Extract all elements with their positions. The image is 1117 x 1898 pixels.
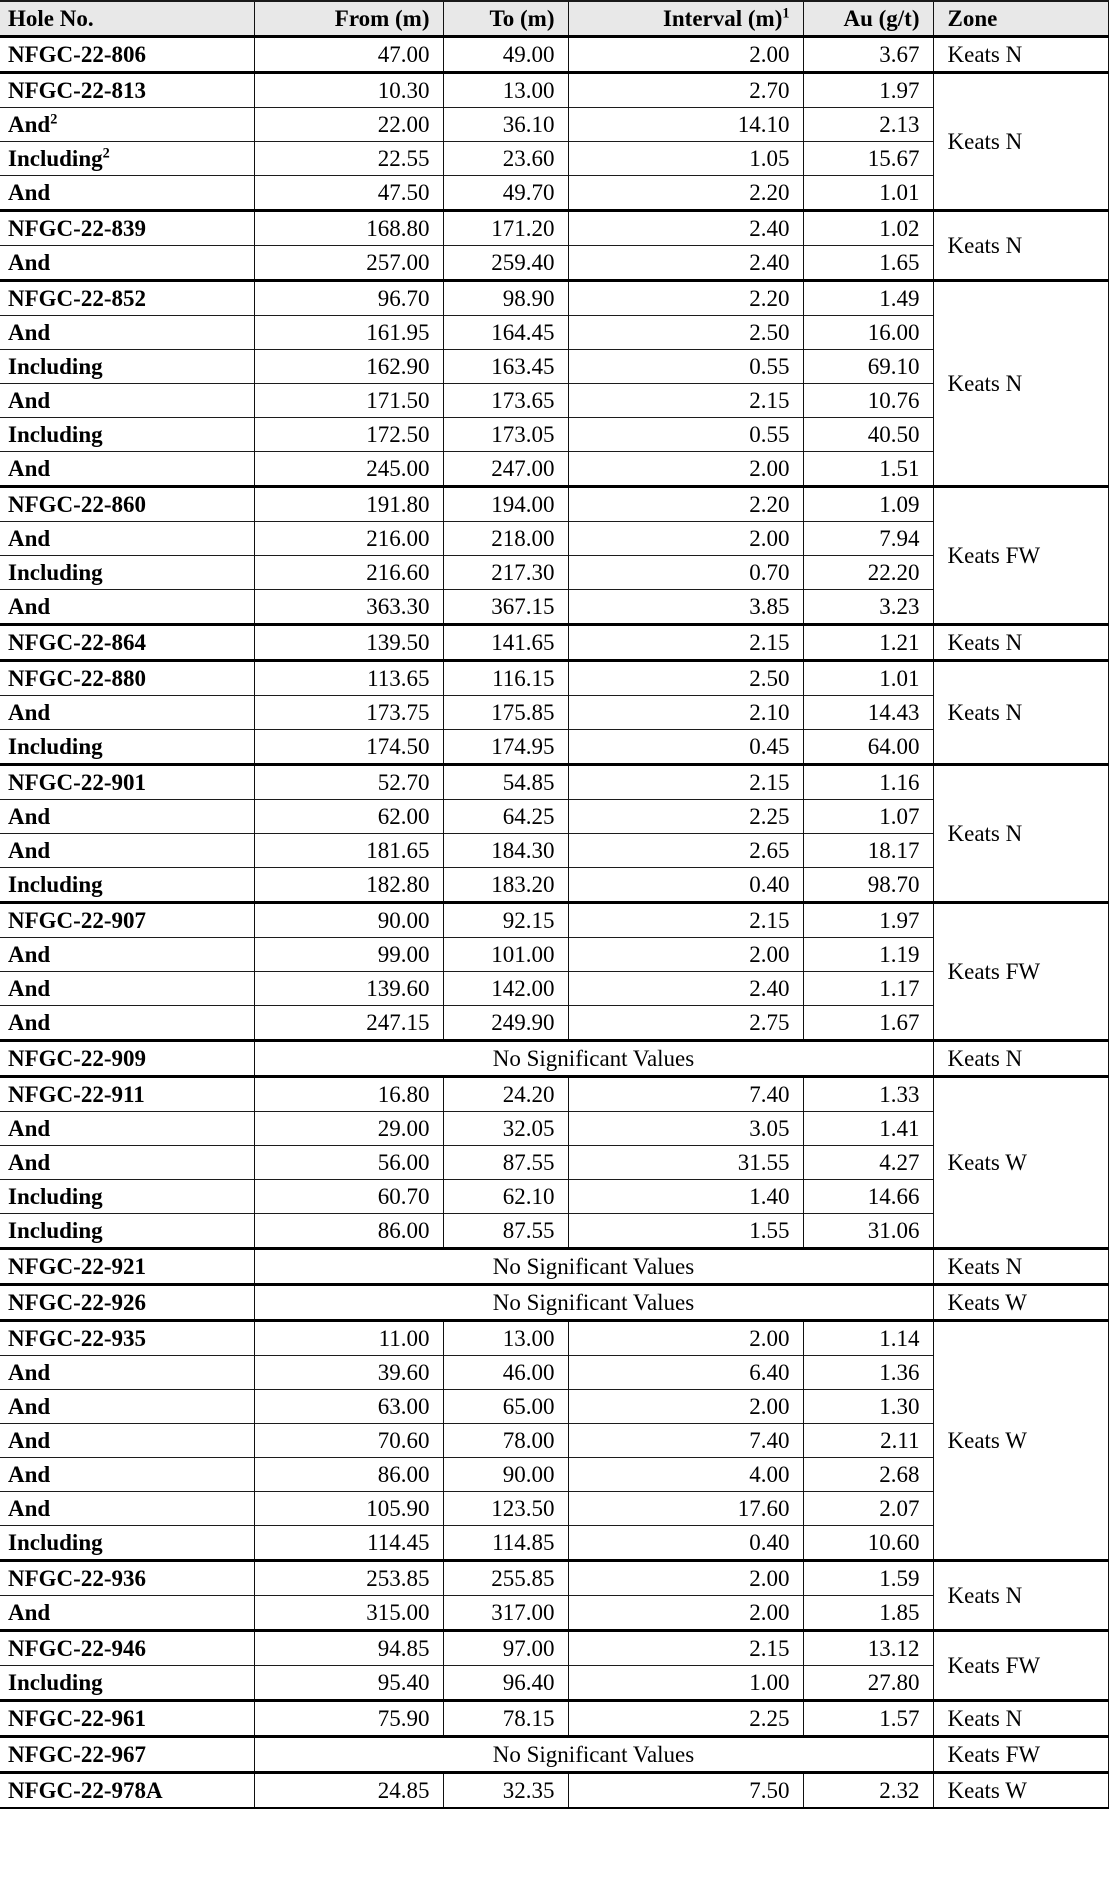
interval-cell: 0.70 [568,556,803,590]
au-cell: 4.27 [803,1146,933,1180]
from-cell: 24.85 [254,1773,443,1809]
interval-cell: 2.40 [568,972,803,1006]
au-cell: 1.36 [803,1356,933,1390]
hole-cell: And [0,1146,254,1180]
au-cell: 1.02 [803,211,933,246]
hole-cell: NFGC-22-961 [0,1701,254,1737]
from-cell: 86.00 [254,1458,443,1492]
interval-footnote-superscript: 1 [782,5,790,22]
au-cell: 1.09 [803,487,933,522]
to-cell: 259.40 [443,246,568,281]
hole-cell: NFGC-22-946 [0,1631,254,1666]
from-cell: 56.00 [254,1146,443,1180]
interval-cell: 1.40 [568,1180,803,1214]
hole-cell: Including [0,350,254,384]
hole-cell: NFGC-22-880 [0,661,254,696]
zone-cell: Keats W [933,1773,1108,1809]
interval-cell: 1.05 [568,142,803,176]
au-cell: 64.00 [803,730,933,765]
to-cell: 24.20 [443,1077,568,1112]
from-cell: 10.30 [254,73,443,108]
zone-cell: Keats FW [933,903,1108,1041]
interval-cell: 2.40 [568,246,803,281]
hole-cell: Including [0,556,254,590]
from-cell: 173.75 [254,696,443,730]
interval-cell: 6.40 [568,1356,803,1390]
hole-cell: And$^2$ [0,108,254,142]
au-cell: 1.97 [803,73,933,108]
hole-cell: NFGC-22-909 [0,1041,254,1077]
hole-cell: Including$^2$ [0,142,254,176]
from-cell: 47.00 [254,37,443,73]
zone-cell: Keats N [933,625,1108,661]
from-cell: 96.70 [254,281,443,316]
col-header-zone-label: Zone [947,5,998,31]
interval-cell: 0.55 [568,418,803,452]
from-cell: 70.60 [254,1424,443,1458]
interval-cell: 0.40 [568,868,803,903]
zone-cell: Keats N [933,1701,1108,1737]
interval-cell: 2.25 [568,800,803,834]
no-significant-values-cell: No Significant Values [254,1249,933,1285]
from-cell: 22.00 [254,108,443,142]
table-row [0,903,1108,938]
au-cell: 13.12 [803,1631,933,1666]
hole-cell: And [0,696,254,730]
col-header-zone [933,1,1108,37]
hole-cell: And [0,800,254,834]
au-cell: 40.50 [803,418,933,452]
col-header-from [254,1,443,37]
hole-cell: Including [0,730,254,765]
au-cell: 1.01 [803,661,933,696]
col-header-to [443,1,568,37]
interval-cell: 0.55 [568,350,803,384]
interval-cell: 2.70 [568,73,803,108]
zone-cell: Keats N [933,281,1108,487]
to-cell: 90.00 [443,1458,568,1492]
hole-cell: NFGC-22-864 [0,625,254,661]
from-cell: 315.00 [254,1596,443,1631]
interval-cell: 7.50 [568,1773,803,1809]
hole-cell: NFGC-22-921 [0,1249,254,1285]
to-cell: 164.45 [443,316,568,350]
zone-cell: Keats N [933,37,1108,73]
zone-cell: Keats FW [933,1631,1108,1701]
from-cell: 168.80 [254,211,443,246]
interval-cell: 2.00 [568,1390,803,1424]
au-cell: 1.65 [803,246,933,281]
from-cell: 216.00 [254,522,443,556]
from-cell: 171.50 [254,384,443,418]
hole-cell: NFGC-22-935 [0,1321,254,1356]
zone-cell: Keats FW [933,1737,1108,1773]
table-row [0,1041,1108,1077]
au-cell: 14.66 [803,1180,933,1214]
au-cell: 2.68 [803,1458,933,1492]
interval-cell: 2.50 [568,316,803,350]
to-cell: 218.00 [443,522,568,556]
hole-cell: NFGC-22-901 [0,765,254,800]
au-cell: 18.17 [803,834,933,868]
from-cell: 99.00 [254,938,443,972]
to-cell: 247.00 [443,452,568,487]
from-cell: 139.60 [254,972,443,1006]
to-cell: 54.85 [443,765,568,800]
table-row [0,37,1108,73]
au-cell: 14.43 [803,696,933,730]
interval-cell: 4.00 [568,1458,803,1492]
interval-cell: 2.50 [568,661,803,696]
from-cell: 161.95 [254,316,443,350]
interval-cell: 7.40 [568,1077,803,1112]
table-row [0,1737,1108,1773]
zone-cell: Keats N [933,765,1108,903]
hole-cell: And [0,972,254,1006]
to-cell: 96.40 [443,1666,568,1701]
zone-cell: Keats N [933,73,1108,211]
au-cell: 1.49 [803,281,933,316]
hole-cell: And [0,246,254,281]
from-cell: 139.50 [254,625,443,661]
to-cell: 87.55 [443,1214,568,1249]
hole-cell: NFGC-22-936 [0,1561,254,1596]
from-cell: 113.65 [254,661,443,696]
au-cell: 1.57 [803,1701,933,1737]
interval-cell: 2.20 [568,487,803,522]
to-cell: 116.15 [443,661,568,696]
au-cell: 1.51 [803,452,933,487]
from-cell: 52.70 [254,765,443,800]
col-header-au-label: Au (g/t) [843,5,920,31]
to-cell: 123.50 [443,1492,568,1526]
interval-cell: 17.60 [568,1492,803,1526]
hole-cell: And [0,384,254,418]
interval-cell: 2.00 [568,452,803,487]
table-row [0,211,1108,246]
table-row [0,1561,1108,1596]
col-header-hole-no [0,1,254,37]
interval-cell: 2.15 [568,384,803,418]
hole-cell: NFGC-22-852 [0,281,254,316]
table-row [0,1077,1108,1112]
to-cell: 184.30 [443,834,568,868]
to-cell: 194.00 [443,487,568,522]
to-cell: 62.10 [443,1180,568,1214]
from-cell: 63.00 [254,1390,443,1424]
to-cell: 65.00 [443,1390,568,1424]
hole-cell: NFGC-22-839 [0,211,254,246]
interval-cell: 1.55 [568,1214,803,1249]
hole-cell: And [0,316,254,350]
hole-cell: Including [0,1214,254,1249]
au-cell: 2.13 [803,108,933,142]
to-cell: 78.00 [443,1424,568,1458]
au-cell: 7.94 [803,522,933,556]
from-cell: 172.50 [254,418,443,452]
to-cell: 13.00 [443,1321,568,1356]
interval-cell: 2.15 [568,765,803,800]
interval-cell: 2.20 [568,281,803,316]
to-cell: 49.70 [443,176,568,211]
interval-cell: 3.85 [568,590,803,625]
au-cell: 1.67 [803,1006,933,1041]
zone-cell: Keats N [933,211,1108,281]
hole-cell: Including [0,1526,254,1561]
interval-cell: 2.20 [568,176,803,211]
interval-cell: 2.10 [568,696,803,730]
from-cell: 62.00 [254,800,443,834]
col-header-to-label: To (m) [489,5,555,31]
from-cell: 253.85 [254,1561,443,1596]
interval-cell: 0.45 [568,730,803,765]
col-header-au [803,1,933,37]
hole-cell: And [0,176,254,211]
table-row [0,1773,1108,1809]
from-cell: 22.55 [254,142,443,176]
from-cell: 105.90 [254,1492,443,1526]
hole-cell: And [0,590,254,625]
hole-cell: And [0,1390,254,1424]
hole-cell: NFGC-22-911 [0,1077,254,1112]
from-cell: 114.45 [254,1526,443,1561]
interval-cell: 2.00 [568,1596,803,1631]
from-cell: 174.50 [254,730,443,765]
au-cell: 1.07 [803,800,933,834]
to-cell: 101.00 [443,938,568,972]
au-cell: 31.06 [803,1214,933,1249]
au-cell: 2.07 [803,1492,933,1526]
interval-cell: 2.75 [568,1006,803,1041]
hole-footnote-superscript: 2 [50,111,58,128]
interval-cell: 3.05 [568,1112,803,1146]
to-cell: 183.20 [443,868,568,903]
col-header-hole-no-label: Hole No. [8,5,94,31]
au-cell: 1.33 [803,1077,933,1112]
interval-cell: 2.65 [568,834,803,868]
interval-cell: 2.15 [568,903,803,938]
au-cell: 1.16 [803,765,933,800]
from-cell: 16.80 [254,1077,443,1112]
au-cell: 3.67 [803,37,933,73]
to-cell: 98.90 [443,281,568,316]
hole-cell: NFGC-22-978A [0,1773,254,1809]
table-row [0,765,1108,800]
hole-cell: NFGC-22-806 [0,37,254,73]
hole-cell: And [0,1596,254,1631]
au-cell: 1.41 [803,1112,933,1146]
zone-cell: Keats W [933,1321,1108,1561]
interval-cell: 2.00 [568,1561,803,1596]
hole-cell: And [0,1356,254,1390]
table-row [0,1631,1108,1666]
zone-cell: Keats W [933,1285,1108,1321]
to-cell: 13.00 [443,73,568,108]
interval-cell: 31.55 [568,1146,803,1180]
to-cell: 36.10 [443,108,568,142]
au-cell: 27.80 [803,1666,933,1701]
from-cell: 95.40 [254,1666,443,1701]
to-cell: 32.35 [443,1773,568,1809]
interval-cell: 2.40 [568,211,803,246]
to-cell: 217.30 [443,556,568,590]
au-cell: 1.19 [803,938,933,972]
to-cell: 171.20 [443,211,568,246]
to-cell: 367.15 [443,590,568,625]
interval-cell: 14.10 [568,108,803,142]
to-cell: 141.65 [443,625,568,661]
to-cell: 174.95 [443,730,568,765]
interval-cell: 2.00 [568,522,803,556]
zone-cell: Keats N [933,1041,1108,1077]
no-significant-values-cell: No Significant Values [254,1737,933,1773]
from-cell: 257.00 [254,246,443,281]
from-cell: 162.90 [254,350,443,384]
to-cell: 64.25 [443,800,568,834]
to-cell: 114.85 [443,1526,568,1561]
to-cell: 249.90 [443,1006,568,1041]
hole-cell: NFGC-22-860 [0,487,254,522]
zone-cell: Keats W [933,1077,1108,1249]
from-cell: 181.65 [254,834,443,868]
hole-cell: Including [0,1666,254,1701]
from-cell: 247.15 [254,1006,443,1041]
au-cell: 1.21 [803,625,933,661]
interval-cell: 2.00 [568,938,803,972]
to-cell: 23.60 [443,142,568,176]
au-cell: 16.00 [803,316,933,350]
hole-cell: And [0,1112,254,1146]
from-cell: 216.60 [254,556,443,590]
interval-cell: 2.25 [568,1701,803,1737]
to-cell: 32.05 [443,1112,568,1146]
to-cell: 87.55 [443,1146,568,1180]
zone-cell: Keats FW [933,487,1108,625]
to-cell: 49.00 [443,37,568,73]
from-cell: 191.80 [254,487,443,522]
interval-cell: 2.00 [568,37,803,73]
to-cell: 173.05 [443,418,568,452]
table-row [0,1701,1108,1737]
au-cell: 98.70 [803,868,933,903]
au-cell: 3.23 [803,590,933,625]
zone-cell: Keats N [933,661,1108,765]
from-cell: 363.30 [254,590,443,625]
interval-cell: 1.00 [568,1666,803,1701]
interval-cell: 0.40 [568,1526,803,1561]
au-cell: 15.67 [803,142,933,176]
from-cell: 245.00 [254,452,443,487]
no-significant-values-cell: No Significant Values [254,1285,933,1321]
to-cell: 163.45 [443,350,568,384]
table-row [0,73,1108,108]
from-cell: 86.00 [254,1214,443,1249]
table-row [0,1249,1108,1285]
to-cell: 173.65 [443,384,568,418]
hole-cell: NFGC-22-967 [0,1737,254,1773]
from-cell: 47.50 [254,176,443,211]
au-cell: 2.11 [803,1424,933,1458]
to-cell: 92.15 [443,903,568,938]
hole-cell: Including [0,868,254,903]
au-cell: 1.97 [803,903,933,938]
au-cell: 1.14 [803,1321,933,1356]
hole-cell: And [0,1492,254,1526]
hole-cell: And [0,1458,254,1492]
to-cell: 317.00 [443,1596,568,1631]
from-cell: 75.90 [254,1701,443,1737]
au-cell: 1.17 [803,972,933,1006]
col-header-from-label: From (m) [334,5,430,31]
zone-cell: Keats N [933,1249,1108,1285]
au-cell: 10.60 [803,1526,933,1561]
table-row [0,1321,1108,1356]
from-cell: 29.00 [254,1112,443,1146]
interval-cell: 2.15 [568,625,803,661]
from-cell: 11.00 [254,1321,443,1356]
hole-cell: And [0,938,254,972]
interval-cell: 2.15 [568,1631,803,1666]
table-row [0,281,1108,316]
to-cell: 78.15 [443,1701,568,1737]
interval-cell: 7.40 [568,1424,803,1458]
from-cell: 182.80 [254,868,443,903]
hole-cell: NFGC-22-907 [0,903,254,938]
hole-cell: And [0,1424,254,1458]
au-cell: 1.59 [803,1561,933,1596]
hole-cell: Including [0,418,254,452]
from-cell: 39.60 [254,1356,443,1390]
hole-cell: NFGC-22-813 [0,73,254,108]
hole-cell: And [0,452,254,487]
interval-cell: 2.00 [568,1321,803,1356]
header-row [0,1,1108,37]
au-cell: 10.76 [803,384,933,418]
to-cell: 46.00 [443,1356,568,1390]
hole-cell: NFGC-22-926 [0,1285,254,1321]
au-cell: 1.85 [803,1596,933,1631]
col-header-interval [568,1,803,37]
to-cell: 175.85 [443,696,568,730]
au-cell: 22.20 [803,556,933,590]
from-cell: 60.70 [254,1180,443,1214]
au-cell: 2.32 [803,1773,933,1809]
hole-footnote-superscript: 2 [102,145,110,162]
zone-cell: Keats N [933,1561,1108,1631]
hole-cell: Including [0,1180,254,1214]
col-header-interval-label: Interval (m) [662,5,783,31]
hole-cell: And [0,834,254,868]
au-cell: 69.10 [803,350,933,384]
from-cell: 90.00 [254,903,443,938]
to-cell: 255.85 [443,1561,568,1596]
table-row [0,487,1108,522]
table-row [0,661,1108,696]
hole-cell: And [0,1006,254,1041]
to-cell: 142.00 [443,972,568,1006]
au-cell: 1.01 [803,176,933,211]
table-row [0,1285,1108,1321]
to-cell: 97.00 [443,1631,568,1666]
no-significant-values-cell: No Significant Values [254,1041,933,1077]
table-row [0,625,1108,661]
hole-cell: And [0,522,254,556]
au-cell: 1.30 [803,1390,933,1424]
from-cell: 94.85 [254,1631,443,1666]
